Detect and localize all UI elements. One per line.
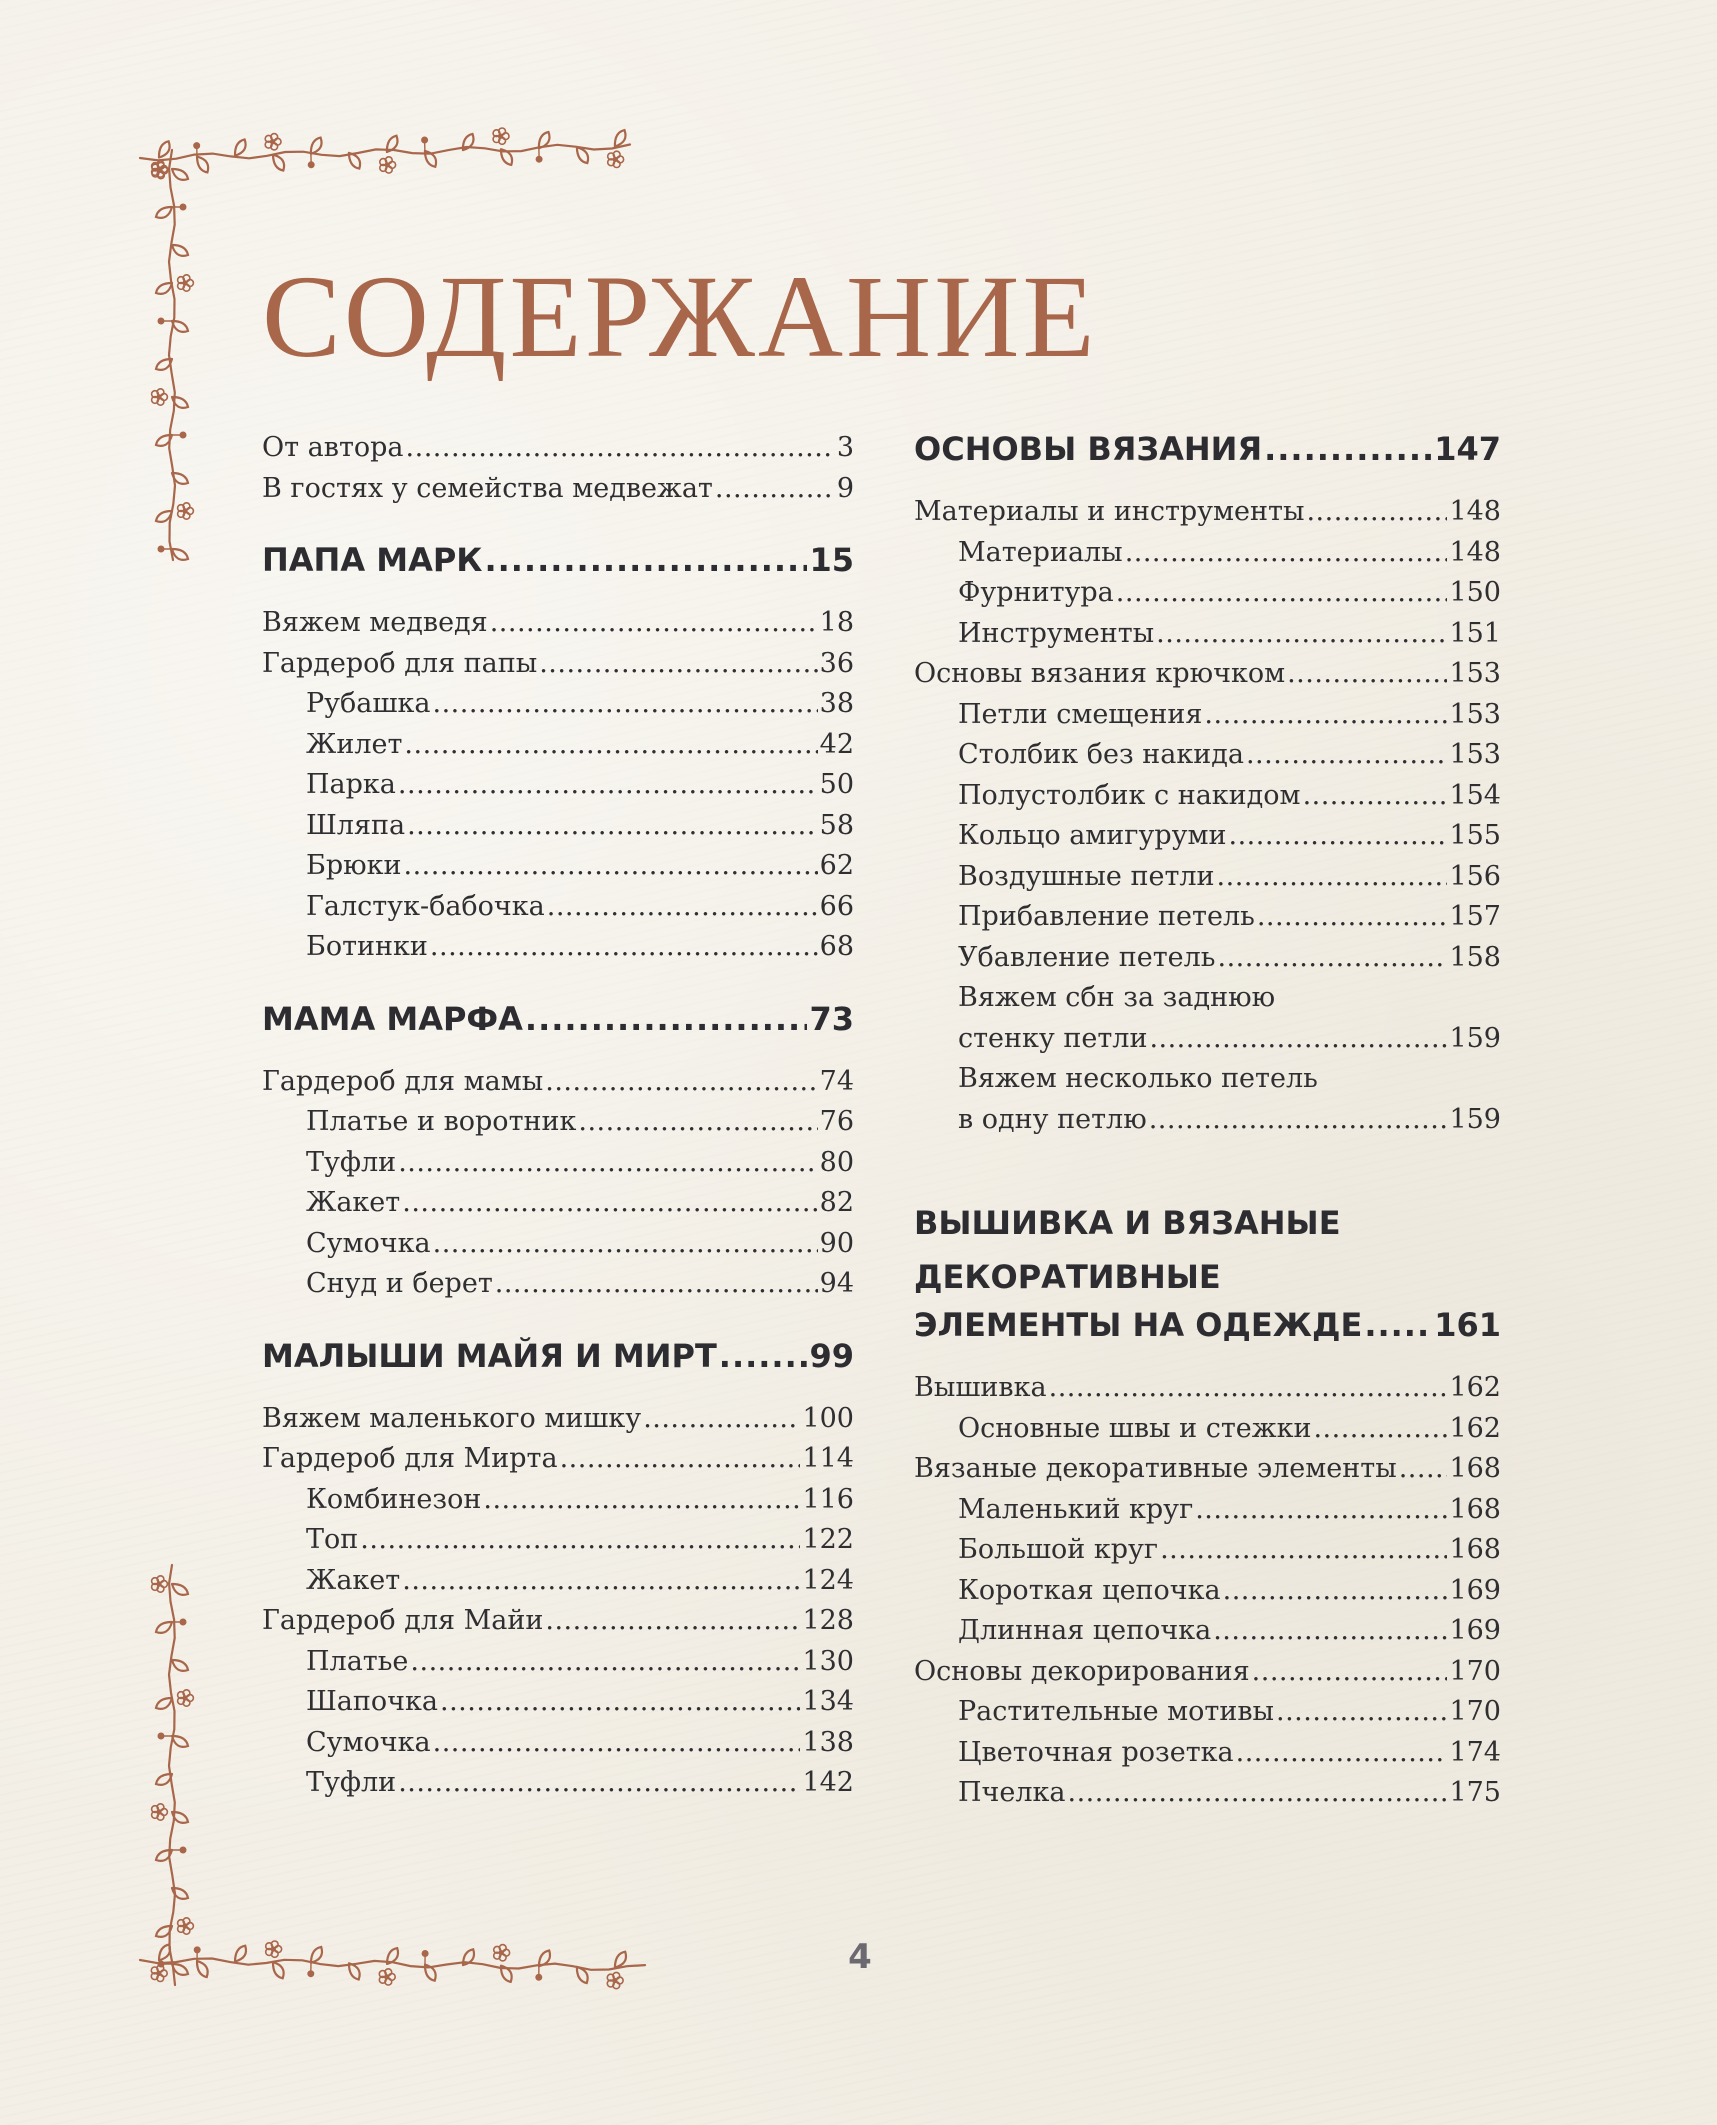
toc-left-column <box>262 428 854 1834</box>
toc-entry-label: МАЛЫШИ МАЙЯ И МИРТ <box>262 1336 717 1375</box>
toc-entry-label: Вяжем медведя <box>262 607 488 638</box>
toc-subentry <box>262 684 854 725</box>
toc-entry-label: Комбинезон <box>306 1483 482 1515</box>
toc-entry <box>262 1601 854 1642</box>
toc-subentry <box>262 806 854 847</box>
toc-entry-page: 169 <box>1449 1615 1501 1646</box>
toc-entry-label: Гардероб для Майи <box>262 1605 544 1636</box>
dot-leader <box>1068 1773 1448 1814</box>
toc-entry-label: Гардероб для папы <box>262 647 538 679</box>
dot-leader <box>715 469 835 510</box>
toc-entry <box>262 603 854 644</box>
toc-entry-label: Материалы и инструменты <box>914 496 1305 527</box>
dot-leader <box>1149 1100 1448 1141</box>
dot-leader <box>490 603 818 644</box>
section-heading <box>914 428 1501 470</box>
dot-leader <box>402 1561 800 1602</box>
toc-entry-label: Короткая цепочка <box>958 1574 1221 1606</box>
toc-subentry <box>914 614 1501 655</box>
toc-entry-label: Пчелка <box>958 1777 1066 1808</box>
toc-entry-page: 153 <box>1449 658 1501 689</box>
toc-entry <box>262 1062 854 1103</box>
dot-leader <box>433 1723 801 1764</box>
toc-subentry <box>262 725 854 766</box>
toc-entry-page: 114 <box>802 1443 854 1474</box>
dot-leader <box>407 806 818 847</box>
toc-subentry <box>914 1409 1501 1450</box>
dot-leader <box>1229 816 1448 857</box>
toc-entry-label: Жакет <box>306 1187 401 1218</box>
toc-subentry <box>914 1773 1501 1814</box>
toc-entry-label: Ботинки <box>306 931 428 962</box>
toc-entry-page: 168 <box>1449 1534 1501 1565</box>
dot-leader <box>1204 695 1447 736</box>
dot-leader <box>1236 1733 1448 1774</box>
toc-subentry <box>262 846 854 887</box>
dot-leader <box>1049 1368 1448 1409</box>
toc-subentry <box>914 857 1501 898</box>
toc-entry-label: Большой круг <box>958 1534 1159 1565</box>
dot-leader <box>539 644 817 685</box>
toc-entry <box>262 428 854 469</box>
toc-entry-page: 82 <box>819 1187 854 1218</box>
dot-leader <box>547 887 818 928</box>
toc-subentry <box>262 1723 854 1764</box>
toc-entry-page: 66 <box>819 890 854 922</box>
dot-leader <box>1257 897 1448 938</box>
toc-entry-page: 128 <box>802 1605 854 1636</box>
dot-leader <box>410 1642 800 1683</box>
toc-intro-group <box>262 428 854 509</box>
dot-leader <box>398 1143 817 1184</box>
toc-entry-page: 134 <box>802 1686 854 1717</box>
toc-subentry <box>914 776 1501 817</box>
dot-leader <box>406 428 835 469</box>
toc-entry-page: 142 <box>802 1767 854 1798</box>
toc-entry-page: 124 <box>802 1564 854 1596</box>
dot-leader <box>560 1439 801 1480</box>
toc-entry-label: Столбик без накида <box>958 739 1244 770</box>
toc-entry-page: 73 <box>809 999 854 1038</box>
toc-entry-label: Основы вязания крючком <box>914 658 1286 689</box>
dot-leader <box>1195 1490 1447 1531</box>
toc-entry-label: Жилет <box>306 728 403 760</box>
toc-entry-label: Материалы <box>958 536 1123 568</box>
toc-subentry <box>262 1102 854 1143</box>
toc-entry-label: Платье и воротник <box>306 1106 577 1137</box>
toc-subentry <box>914 533 1501 574</box>
toc-entry-label: Убавление петель <box>958 941 1216 973</box>
section-heading <box>262 539 854 581</box>
toc-entry-label: Вышивка <box>914 1372 1047 1403</box>
toc-entry-page: 80 <box>819 1146 854 1178</box>
toc-entry-label: Сумочка <box>306 1227 431 1259</box>
toc-entry-label: Гардероб для мамы <box>262 1065 544 1097</box>
toc-entry-label: Топ <box>306 1524 359 1555</box>
toc-entry-page: 138 <box>802 1726 854 1758</box>
dot-leader <box>1287 654 1447 695</box>
toc-entry <box>914 1652 1501 1693</box>
toc-entry-label: Прибавление петель <box>958 901 1255 932</box>
toc-subentry <box>914 1611 1501 1652</box>
toc-subentry <box>262 1642 854 1683</box>
toc-entry-page: 36 <box>819 647 854 679</box>
toc-entry-label: В гостях у семейства медвежат <box>262 472 713 504</box>
toc-entry-label: Туфли <box>306 1767 397 1798</box>
toc-entry-page: 154 <box>1449 779 1501 811</box>
toc-subentry <box>262 1143 854 1184</box>
toc-entry-label: Инструменты <box>958 617 1155 649</box>
toc-entry-page: 170 <box>1449 1696 1501 1727</box>
toc-subentry <box>914 573 1501 614</box>
toc-entry <box>914 1449 1501 1490</box>
toc-subentry <box>262 1183 854 1224</box>
toc-entry-label: стенку петли <box>958 1022 1148 1054</box>
toc-entry-page: 148 <box>1449 496 1501 527</box>
toc-entry-label: Кольцо амигуруми <box>958 820 1227 851</box>
toc-entry-page: 58 <box>819 809 854 841</box>
toc-entry-label: Шляпа <box>306 809 406 841</box>
dot-leader <box>360 1520 800 1561</box>
toc-entry <box>914 654 1501 695</box>
toc-entry-page: 50 <box>819 769 854 800</box>
dot-leader <box>398 765 818 806</box>
page-number: 4 <box>848 1937 872 1977</box>
toc-entry-label: ПАПА МАРК <box>262 541 483 579</box>
toc-entry-label: Цветочная розетка <box>958 1736 1234 1768</box>
toc-entry-page: 18 <box>819 607 854 638</box>
dot-leader <box>1156 614 1447 655</box>
toc-section-basics <box>914 428 1501 1140</box>
section-heading-line: ВЫШИВКА И ВЯЗАНЫЕ <box>914 1204 1341 1242</box>
dot-leader <box>1313 1409 1447 1450</box>
dot-leader <box>1276 1692 1447 1733</box>
toc-entry-label: ОСНОВЫ ВЯЗАНИЯ <box>914 430 1263 468</box>
toc-entry-page: 159 <box>1449 1022 1501 1054</box>
toc-entry-page: 161 <box>1434 1306 1501 1344</box>
toc-entry-page: 174 <box>1449 1736 1501 1768</box>
dot-leader <box>578 1102 817 1143</box>
toc-entry-label: ЭЛЕМЕНТЫ НА ОДЕЖДЕ <box>914 1306 1363 1344</box>
toc-entry-label: в одну петлю <box>958 1103 1147 1135</box>
toc-entry-label: Основные швы и стежки <box>958 1412 1312 1444</box>
toc-entry <box>914 1368 1501 1409</box>
dot-leader <box>430 927 818 968</box>
dot-leader <box>484 539 807 581</box>
toc-entry-page: 74 <box>819 1065 854 1097</box>
toc-entry-label: От автора <box>262 432 404 463</box>
dot-leader <box>1399 1449 1448 1490</box>
toc-entry-page: 122 <box>802 1524 854 1555</box>
toc-entry-label: Длинная цепочка <box>958 1615 1212 1646</box>
toc-subentry <box>262 1682 854 1723</box>
toc-entry-label: Рубашка <box>306 688 431 719</box>
dot-leader <box>1116 573 1448 614</box>
dot-leader <box>402 1183 817 1224</box>
toc-entry-line <box>914 1059 1501 1100</box>
toc-entry-page: 169 <box>1449 1574 1501 1606</box>
toc-entry-page: 175 <box>1449 1777 1501 1808</box>
toc-subentry <box>262 927 854 968</box>
toc-entry-page: 94 <box>819 1268 854 1299</box>
toc-entry-page: 170 <box>1449 1655 1501 1687</box>
toc-entry-page: 156 <box>1449 860 1501 892</box>
toc-entry-page: 147 <box>1434 430 1501 468</box>
toc-entry-page: 99 <box>809 1336 854 1375</box>
dot-leader <box>1218 938 1448 979</box>
section-heading <box>262 998 854 1040</box>
toc-entry-label: Галстук-бабочка <box>306 890 545 922</box>
toc-entry-page: 38 <box>819 688 854 719</box>
toc-entry-label: Петли смещения <box>958 698 1203 730</box>
toc-subentry <box>262 887 854 928</box>
dot-leader <box>1217 857 1448 898</box>
dot-leader <box>1160 1530 1447 1571</box>
toc-entry-page: 157 <box>1449 901 1501 932</box>
toc-subentry <box>262 1264 854 1305</box>
toc-entry-line <box>914 978 1501 1019</box>
toc-entry-page: 3 <box>836 432 854 463</box>
toc-subentry <box>262 1561 854 1602</box>
section-heading <box>262 1335 854 1377</box>
toc-entry-page: 168 <box>1449 1453 1501 1484</box>
dot-leader <box>495 1264 818 1305</box>
toc-subentry <box>262 1763 854 1804</box>
toc-section-papa <box>262 539 854 968</box>
dot-leader <box>1264 428 1432 470</box>
toc-subentry <box>914 816 1501 857</box>
toc-entry-label: Растительные мотивы <box>958 1696 1275 1727</box>
dot-leader <box>1306 492 1447 533</box>
toc-subentry <box>914 1100 1501 1141</box>
toc-entry-page: 76 <box>819 1106 854 1137</box>
toc-entry-label: Шапочка <box>306 1686 438 1717</box>
toc-entry-label: Платье <box>306 1645 409 1677</box>
toc-entry-label: Парка <box>306 769 396 800</box>
toc-entry-page: 158 <box>1449 941 1501 973</box>
toc-subentry <box>262 765 854 806</box>
toc-subentry <box>914 1490 1501 1531</box>
toc-subentry <box>262 1520 854 1561</box>
toc-subentry <box>914 1733 1501 1774</box>
toc-entry-page: 168 <box>1449 1493 1501 1525</box>
toc-entry-label: Снуд и берет <box>306 1268 493 1299</box>
toc-entry-label: Брюки <box>306 850 402 881</box>
toc-subentry <box>914 1692 1501 1733</box>
toc-entry-page: 153 <box>1449 739 1501 770</box>
section-heading-line: ДЕКОРАТИВНЫЕ <box>914 1258 1221 1296</box>
toc-entry-page: 162 <box>1449 1372 1501 1403</box>
toc-entry-page: 162 <box>1449 1412 1501 1444</box>
toc-entry-label: Вязаные декоративные элементы <box>914 1453 1397 1484</box>
dot-leader <box>719 1335 808 1377</box>
toc-subentry <box>914 938 1501 979</box>
dot-leader <box>404 846 818 887</box>
toc-subentry <box>914 897 1501 938</box>
toc-subentry <box>262 1224 854 1265</box>
toc-subentry <box>914 695 1501 736</box>
toc-entry-label: Основы декорирования <box>914 1655 1250 1687</box>
dot-leader <box>398 1763 800 1804</box>
toc-entry-page: 151 <box>1449 617 1501 649</box>
toc-entry-page: 130 <box>802 1645 854 1677</box>
toc-subentry <box>914 1571 1501 1612</box>
toc-entry <box>262 469 854 510</box>
toc-entry-label: Жакет <box>306 1564 401 1596</box>
toc-section-mama <box>262 998 854 1305</box>
toc-entry-label: Маленький круг <box>958 1493 1194 1525</box>
dot-leader <box>1223 1571 1448 1612</box>
dot-leader <box>433 1224 818 1265</box>
toc-entry-page: 155 <box>1449 820 1501 851</box>
toc-entry-page: 9 <box>836 472 854 504</box>
toc-entry-page: 153 <box>1449 698 1501 730</box>
toc-entry-label: Полустолбик с накидом <box>958 779 1301 811</box>
dot-leader <box>440 1682 800 1723</box>
dot-leader <box>545 1062 817 1103</box>
toc-entry-page: 15 <box>809 541 854 579</box>
section-heading <box>914 1304 1501 1346</box>
toc-subentry <box>914 735 1501 776</box>
toc-entry-label: Вяжем сбн за заднюю <box>958 982 1276 1013</box>
toc-entry-page: 150 <box>1449 577 1501 608</box>
toc-entry <box>262 644 854 685</box>
dot-leader <box>1149 1019 1447 1060</box>
toc-entry-page: 100 <box>802 1402 854 1434</box>
toc-entry-page: 62 <box>819 850 854 881</box>
toc-subentry <box>262 1480 854 1521</box>
toc-entry-label: Воздушные петли <box>958 860 1215 892</box>
toc-entry-label: Гардероб для Мирта <box>262 1443 558 1474</box>
dot-leader <box>404 725 817 766</box>
dot-leader <box>1125 533 1448 574</box>
page-title: СОДЕРЖАНИЕ <box>262 251 1098 382</box>
dot-leader <box>525 998 808 1040</box>
toc-entry <box>262 1399 854 1440</box>
toc-entry-page: 42 <box>819 728 854 760</box>
toc-section-kids <box>262 1335 854 1804</box>
toc-right-column <box>914 428 1501 1844</box>
toc-entry-label: Туфли <box>306 1146 397 1178</box>
toc-entry-label: Вяжем маленького мишку <box>262 1402 642 1434</box>
dot-leader <box>1303 776 1448 817</box>
toc-entry-label: Вяжем несколько петель <box>958 1063 1318 1094</box>
dot-leader <box>1213 1611 1447 1652</box>
toc-section-embroidery <box>914 1196 1501 1814</box>
toc-entry-page: 159 <box>1449 1103 1501 1135</box>
toc-subentry <box>914 1019 1501 1060</box>
toc-entry-label: Сумочка <box>306 1726 431 1758</box>
toc-entry-page: 90 <box>819 1227 854 1259</box>
toc-entry-page: 68 <box>819 931 854 962</box>
dot-leader <box>1252 1652 1448 1693</box>
dot-leader <box>1364 1304 1432 1346</box>
dot-leader <box>1246 735 1448 776</box>
dot-leader <box>545 1601 800 1642</box>
dot-leader <box>432 684 817 725</box>
toc-entry-label: Фурнитура <box>958 577 1114 608</box>
dot-leader <box>643 1399 800 1440</box>
toc-subentry <box>914 1530 1501 1571</box>
toc-entry-page: 116 <box>802 1483 854 1515</box>
toc-entry-page: 148 <box>1449 536 1501 568</box>
toc-entry <box>262 1439 854 1480</box>
dot-leader <box>483 1480 800 1521</box>
toc-entry <box>914 492 1501 533</box>
toc-entry-label: МАМА МАРФА <box>262 999 523 1038</box>
